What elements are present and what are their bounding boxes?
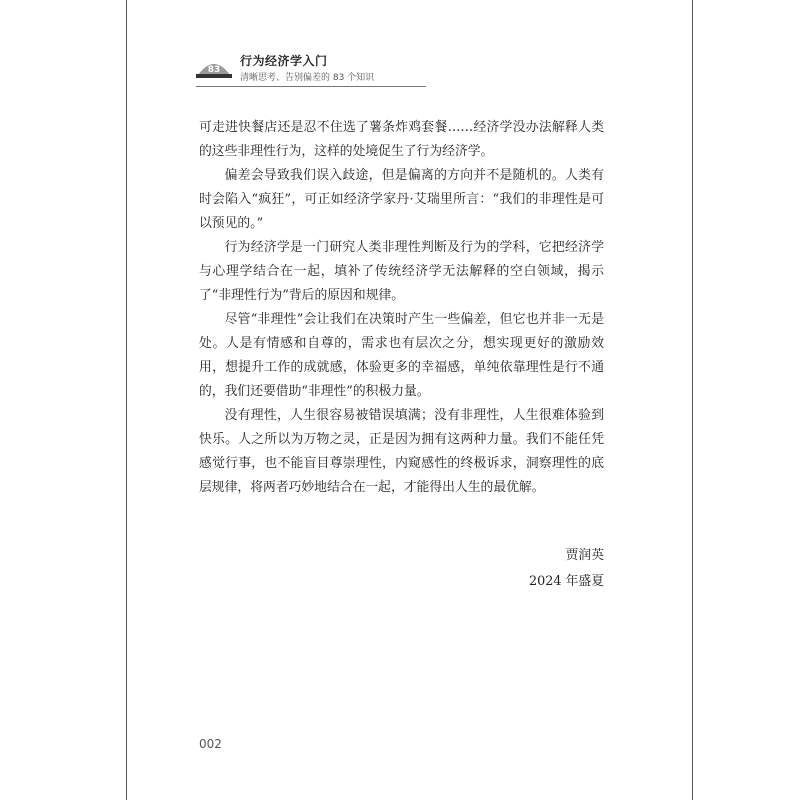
paragraph: 尽管“非理性”会让我们在决策时产生一些偏差，但它也并非一无是处。人是有情感和自尊的，需求也有层次之分，想实现更好的激励效用，想提升工作的成就感，体验更多的幸福感，单纯依靠理性是行不通的，我们还要借助“非理性”的积极力量。 — [199, 312, 604, 399]
badge-number: 83 — [207, 65, 221, 75]
series-badge — [196, 55, 232, 79]
signature-date: 2024 年盛夏 — [528, 574, 604, 589]
paragraph: 没有理性，人生很容易被错误填满；没有非理性，人生很难体验到快乐。人之所以为万物之灵，正是因为拥有这两种力量。我们不能任凭感觉行事，也不能盲目尊崇理性，内窥感性的终极诉求，洞察理性的底层规律，将两者巧妙地结合在一起，才能得出人生的最优解。 — [199, 408, 604, 495]
body-text — [199, 116, 604, 500]
running-header — [196, 48, 446, 88]
paragraph: 可走进快餐店还是忍不住选了薯条炸鸡套餐……经济学没办法解释人类的这些非理性行为，这样的处境促生了行为经济学。 — [199, 120, 604, 159]
header-rule — [196, 86, 426, 87]
book-subtitle: 清晰思考、告别偏差的 83 个知识 — [240, 73, 375, 83]
paragraph: 偏差会导致我们误入歧途，但是偏离的方向并不是随机的。人类有时会陷入“疯狂”，可正如经济学家丹·艾瑞里所言：“我们的非理性是可以预见的。” — [199, 168, 604, 231]
book-title: 行为经济学入门 — [240, 54, 328, 68]
paragraph: 行为经济学是一门研究人类非理性判断及行为的学科，它把经济学与心理学结合在一起，填补了传统经济学无法解释的空白领域，揭示了“非理性行为”背后的原因和规律。 — [199, 240, 604, 303]
page-number: 002 — [199, 737, 222, 751]
author-signature: 贾润英 — [565, 548, 604, 563]
